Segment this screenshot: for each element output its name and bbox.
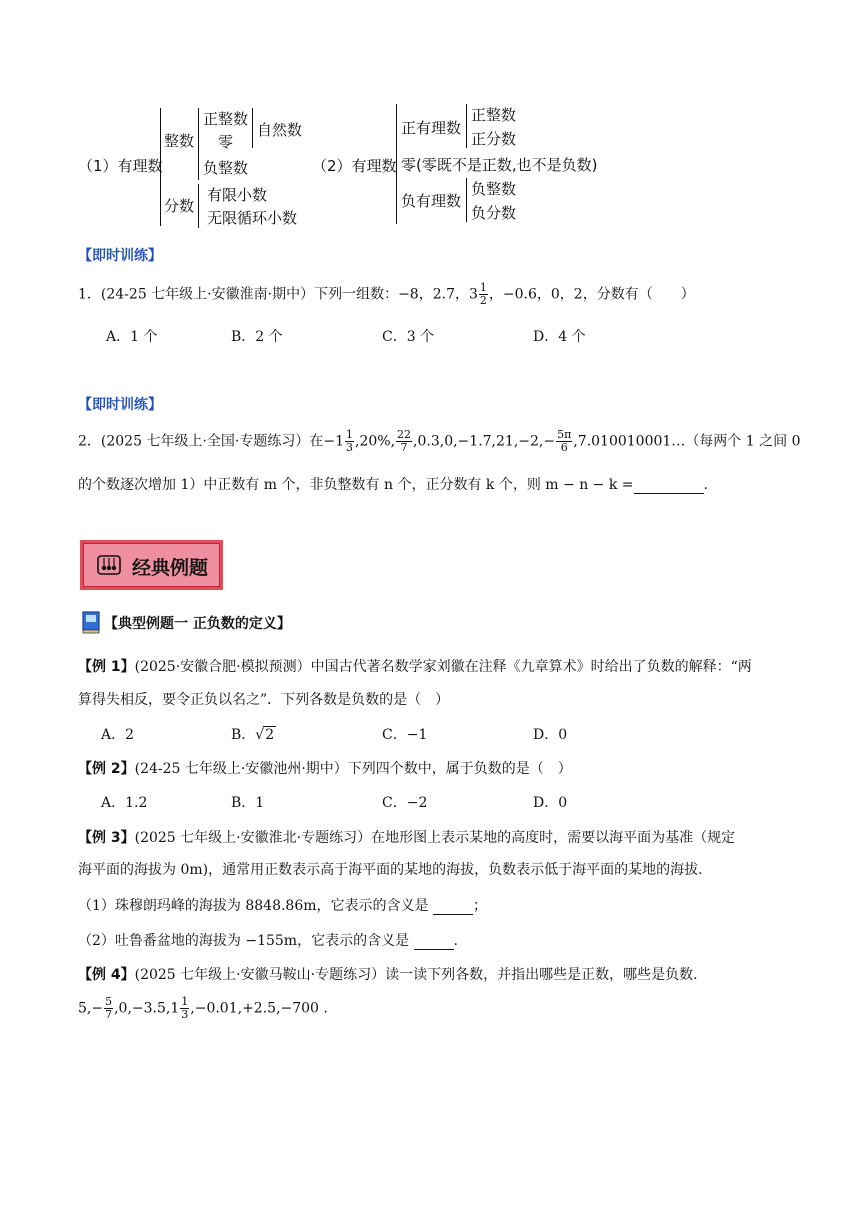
fractions-label: 分数 bbox=[164, 197, 195, 215]
banner-title: 经典例题 bbox=[132, 557, 209, 579]
ex4-f1-num: 5 bbox=[105, 995, 113, 1008]
example-2 bbox=[78, 758, 572, 778]
sqrt-sign: √ bbox=[255, 727, 265, 743]
q2-answer-blank[interactable] bbox=[634, 477, 704, 494]
section-title: 【典型例题一 正负数的定义】 bbox=[104, 616, 291, 632]
brace-fractions bbox=[198, 184, 199, 228]
q2-p4: ,7.010010001… bbox=[573, 433, 686, 450]
negative-fractions-label: 负分数 bbox=[471, 204, 517, 222]
q2-f2-num: 22 bbox=[397, 428, 412, 441]
ex2-option-d: D．0 bbox=[533, 795, 568, 811]
q2-f1-num: 1 bbox=[346, 428, 353, 441]
integers-label: 整数 bbox=[164, 132, 195, 150]
classic-examples-banner bbox=[80, 540, 223, 590]
q1-option-a: A．1 个 bbox=[106, 329, 158, 345]
zero-note: 零(零既不是正数,也不是负数) bbox=[401, 156, 598, 174]
diagram1-label: （1）有理数 bbox=[78, 157, 163, 175]
q2-f3-den: 6 bbox=[560, 441, 568, 454]
ex4-n2: ,0,−3.5,1 bbox=[114, 1000, 180, 1017]
q2-line2: 的个数逐次增加 1）中正数有 m 个，非负整数有 n 个，正分数有 k 个，则 m − n − k = bbox=[78, 477, 634, 493]
book-icon bbox=[80, 610, 102, 634]
ex3-sub-2 bbox=[78, 930, 458, 950]
ex4-tag: 【例 4】 bbox=[78, 967, 135, 983]
ex3-line1: (2025 七年级上·安徽淮北·专题练习）在地形图上表示某地的高度时，需要以海平面为基准（规定 bbox=[134, 830, 736, 846]
q1-nums-a: −8，2.7，3 bbox=[398, 286, 478, 303]
ex2-line1: (24-25 七年级上·安徽池州·期中）下列四个数中，属于负数的是（ ） bbox=[134, 761, 572, 777]
ex3-sub1-end: ； bbox=[472, 898, 487, 914]
ex1-line1: (2025·安徽合肥·模拟预测）中国古代著名数学家刘徽在注释《九章算术》时给出了负数的解释：“两 bbox=[134, 659, 752, 675]
q1-prefix: 1．(24-25 七年级上·安徽淮南·期中）下列一组数： bbox=[78, 286, 399, 303]
zero-label: 零 bbox=[218, 133, 234, 151]
training-label-1: 【即时训练】 bbox=[78, 248, 162, 264]
positive-rationals-label: 正有理数 bbox=[401, 119, 462, 137]
q2-line2-end: . bbox=[703, 477, 708, 493]
q2-p3: ,0.3,0,−1.7,21,−2,− bbox=[413, 433, 556, 450]
ex4-fraction-2 bbox=[180, 996, 189, 1021]
ex1-option-b-label: B． bbox=[231, 727, 256, 743]
ex4-f2-den: 3 bbox=[181, 1008, 189, 1021]
ex4-fraction-1 bbox=[104, 996, 113, 1021]
example-3 bbox=[78, 827, 735, 847]
q1-frac-den: 2 bbox=[479, 294, 487, 307]
q1-frac-num: 1 bbox=[479, 281, 487, 294]
positive-integers-2-label: 正整数 bbox=[471, 106, 517, 124]
q2-p2: ,20%, bbox=[355, 433, 396, 450]
brace-natural bbox=[252, 108, 253, 148]
ex2-option-c: C．−2 bbox=[382, 795, 428, 811]
training-label-2: 【即时训练】 bbox=[78, 397, 162, 413]
repeating-decimals-label: 无限循环小数 bbox=[207, 209, 298, 227]
ex1-option-d: D．0 bbox=[533, 727, 568, 743]
ex3-sub-1 bbox=[78, 895, 487, 915]
ex4-f2-num: 1 bbox=[181, 995, 189, 1008]
ex4-n3: ,−0.01,+2.5,−700 . bbox=[190, 1000, 328, 1017]
q2-p1: −1 bbox=[323, 433, 344, 450]
ex3-sub1-text: （1）珠穆朗玛峰的海拔为 8848.86m，它表示的含义是 bbox=[78, 898, 429, 914]
q2-f3-num: 5π bbox=[557, 428, 572, 441]
positive-fractions-label: 正分数 bbox=[471, 130, 517, 148]
brace-main-2 bbox=[396, 104, 397, 224]
negative-rationals-label: 负有理数 bbox=[401, 192, 462, 210]
example-1 bbox=[78, 656, 752, 676]
negative-integers-label: 负整数 bbox=[203, 159, 249, 177]
q2-f2-den: 7 bbox=[400, 441, 408, 454]
q2-fraction-3 bbox=[556, 429, 572, 454]
question-2-line-2 bbox=[78, 474, 708, 494]
q2-prefix: 2．(2025 七年级上·全国·专题练习）在 bbox=[78, 433, 324, 450]
brace-negative bbox=[466, 178, 467, 222]
ex1-option-b bbox=[231, 724, 276, 744]
q1-option-c: C．3 个 bbox=[382, 329, 435, 345]
ex4-f1-den: 7 bbox=[105, 1008, 113, 1021]
ex3-sub2-blank[interactable] bbox=[414, 933, 454, 950]
finite-decimals-label: 有限小数 bbox=[207, 186, 268, 204]
ex4-numbers bbox=[78, 996, 328, 1021]
positive-integers-label: 正整数 bbox=[203, 110, 249, 128]
ex1-tag: 【例 1】 bbox=[78, 659, 135, 675]
q2-fraction-2 bbox=[396, 429, 412, 454]
cradle-icon bbox=[96, 554, 122, 576]
q2-fraction-1 bbox=[345, 429, 354, 454]
brace-integers bbox=[198, 108, 199, 180]
q2-f1-den: 3 bbox=[346, 441, 353, 454]
brace-positive bbox=[466, 104, 467, 148]
ex2-tag: 【例 2】 bbox=[78, 761, 135, 777]
brace-main bbox=[160, 108, 161, 226]
ex3-sub1-blank[interactable] bbox=[433, 898, 473, 915]
q2-suffix: （每两个 1 之间 0 bbox=[685, 433, 801, 450]
ex3-tag: 【例 3】 bbox=[78, 830, 135, 846]
question-2 bbox=[78, 429, 800, 454]
ex3-sub2-text: （2）吐鲁番盆地的海拔为 −155m，它表示的含义是 bbox=[78, 933, 410, 949]
ex3-line2: 海平面的海拔为 0m)，通常用正数表示高于海平面的某地的海拔，负数表示低于海平面的某地的海拔. bbox=[78, 862, 703, 878]
negative-integers-2-label: 负整数 bbox=[471, 180, 517, 198]
q1-option-d: D．4 个 bbox=[533, 329, 586, 345]
question-1 bbox=[78, 282, 695, 307]
sqrt-value: 2 bbox=[265, 727, 275, 743]
q1-nums-b: ，−0.6，0，2，分数有（ ） bbox=[488, 286, 695, 303]
banner-inner bbox=[83, 543, 220, 587]
diagram2-label: （2）有理数 bbox=[312, 157, 397, 175]
ex1-line2: 算得失相反，要令正负以名之”．下列各数是负数的是（ ） bbox=[78, 692, 450, 708]
ex4-n1: 5,− bbox=[78, 1000, 104, 1017]
ex1-option-c: C．−1 bbox=[382, 727, 428, 743]
ex3-sub2-end: . bbox=[453, 933, 458, 949]
example-4 bbox=[78, 964, 698, 984]
ex4-line1: (2025 七年级上·安徽马鞍山·专题练习）读一读下列各数，并指出哪些是正数，哪些是负数. bbox=[134, 967, 698, 983]
ex1-option-a: A．2 bbox=[101, 727, 135, 743]
natural-numbers-label: 自然数 bbox=[257, 121, 303, 139]
ex2-option-a: A．1.2 bbox=[101, 795, 148, 811]
ex2-option-b: B．1 bbox=[231, 795, 265, 811]
q1-fraction bbox=[479, 282, 488, 307]
q1-option-b: B．2 个 bbox=[231, 329, 283, 345]
